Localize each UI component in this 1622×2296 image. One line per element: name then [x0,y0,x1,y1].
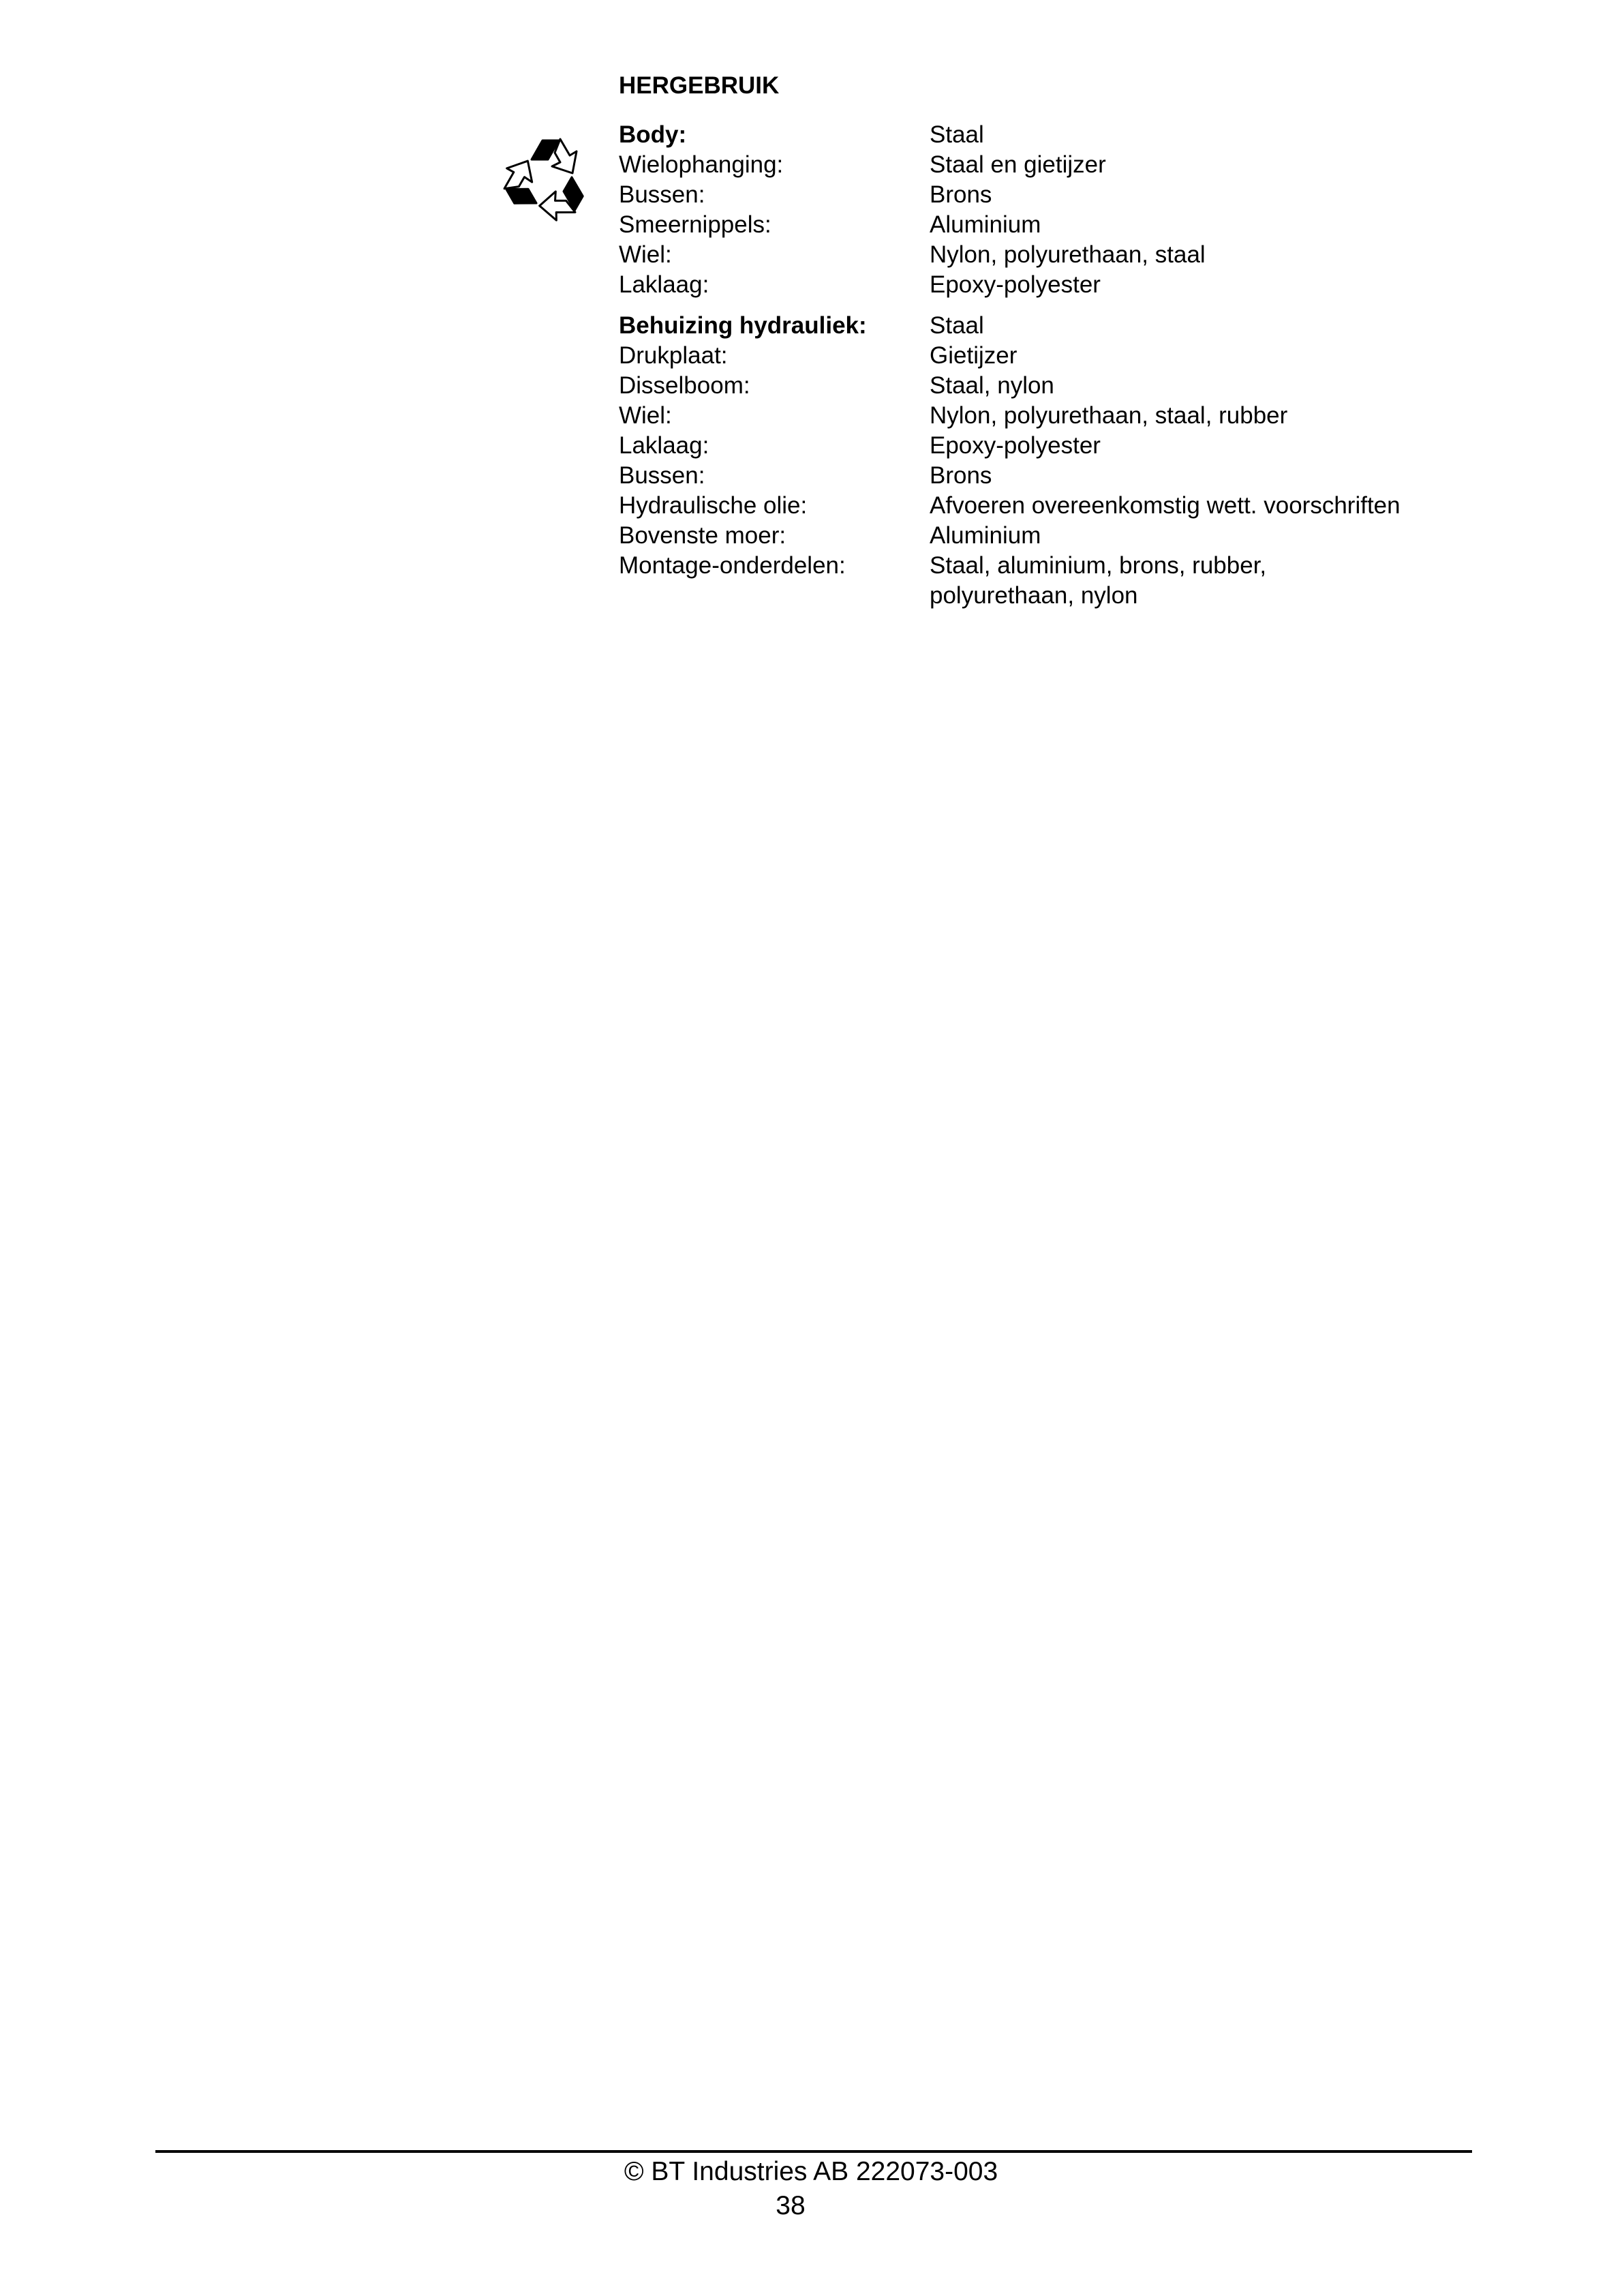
material-value: Nylon, polyurethaan, staal [930,241,1206,268]
part-label: Body: [619,121,687,148]
material-value: Gietijzer [930,342,1017,369]
material-value: Aluminium [930,522,1041,549]
footer-divider [155,2150,1472,2153]
page-number: 38 [776,2191,806,2220]
part-label: Bovenste moer: [619,522,786,549]
material-value: Afvoeren overeenkomstig wett. voorschriften [930,492,1401,519]
material-row [619,551,1505,611]
material-row [619,311,1505,341]
material-row [619,120,1505,150]
material-value: Staal, nylon [930,372,1054,399]
material-value: Epoxy-polyester [930,432,1101,459]
material-value: Staal [930,312,984,339]
material-row [619,341,1505,371]
body-materials-list [619,120,1505,300]
part-label: Montage-onderdelen: [619,552,846,579]
part-label: Wielophanging: [619,151,784,178]
part-label: Bussen: [619,181,705,208]
material-row [619,401,1505,431]
part-label: Smeernippels: [619,211,771,238]
part-label: Hydraulische olie: [619,492,808,519]
material-value: Staal [930,121,984,148]
part-label: Laklaag: [619,271,709,298]
material-row [619,210,1505,240]
material-value: Aluminium [930,211,1041,238]
material-value: Brons [930,181,992,208]
material-row [619,491,1505,521]
material-row [619,461,1505,491]
material-row [619,371,1505,401]
part-label: Wiel: [619,241,672,268]
part-label: Wiel: [619,402,672,429]
material-value: Staal, aluminium, brons, rubber, polyurethaan, nylon [930,552,1267,609]
material-value: Brons [930,462,992,489]
part-label: Bussen: [619,462,705,489]
material-row [619,270,1505,300]
material-row [619,521,1505,551]
material-value: Nylon, polyurethaan, staal, rubber [930,402,1288,429]
material-row [619,180,1505,210]
material-value: Epoxy-polyester [930,271,1101,298]
part-label: Disselboom: [619,372,750,399]
part-label: Drukplaat: [619,342,728,369]
material-row [619,431,1505,461]
material-row [619,240,1505,270]
material-value: Staal en gietijzer [930,151,1106,178]
part-label: Behuizing hydrauliek: [619,312,867,339]
part-label: Laklaag: [619,432,709,459]
footer-copyright: © BT Industries AB 222073-003 [624,2157,998,2186]
recycle-icon [495,125,598,229]
page-title: HERGEBRUIK [619,72,780,99]
material-row [619,150,1505,180]
hydraulic-materials-list [619,311,1505,611]
